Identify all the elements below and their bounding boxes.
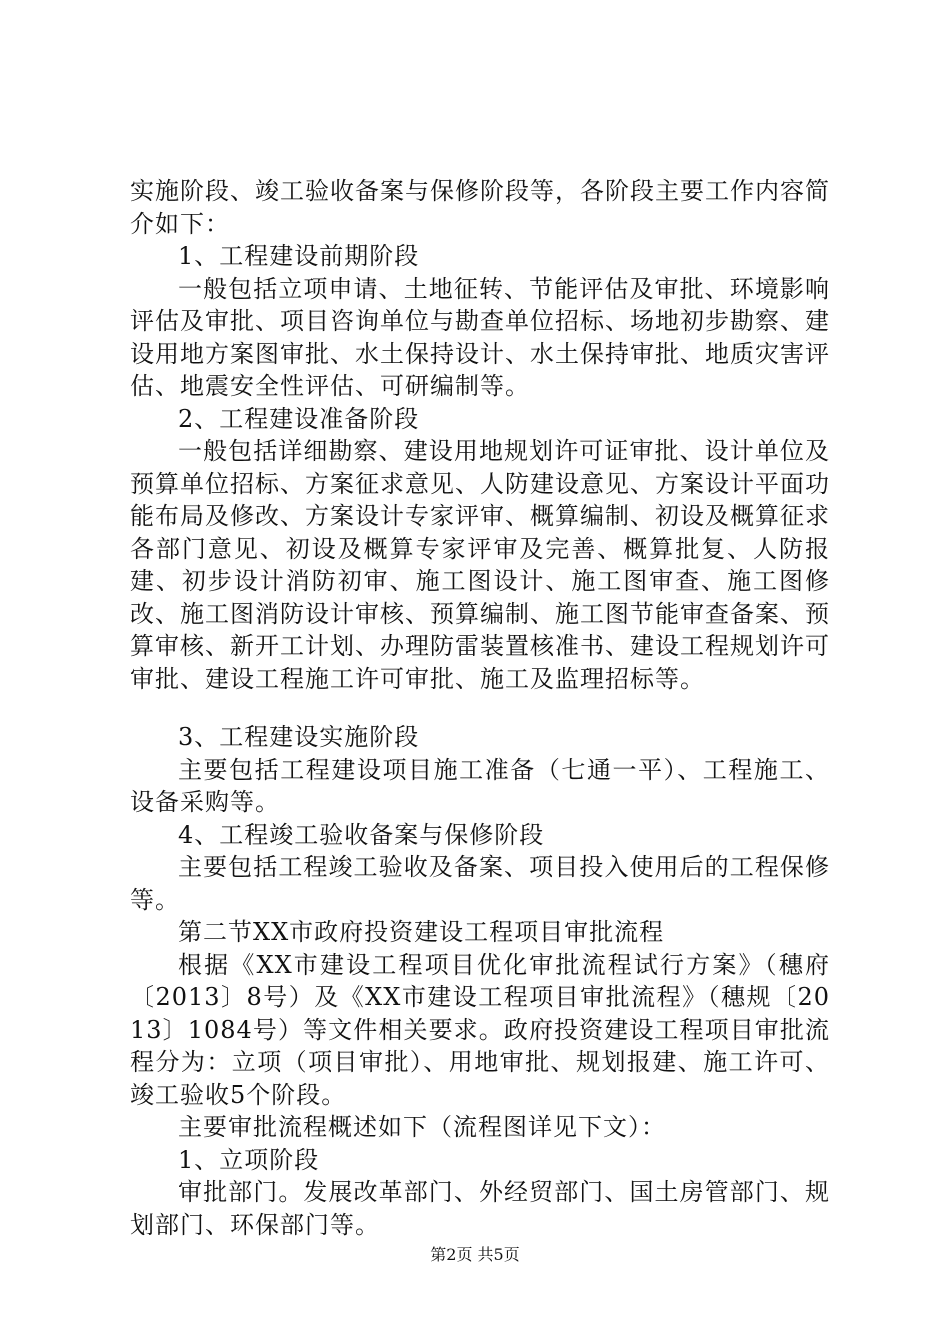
heading-stage-4: 4、工程竣工验收备案与保修阶段 (178, 820, 545, 849)
section-heading: 第二节XX市政府投资建设工程项目审批流程 (178, 918, 665, 946)
document-body (130, 175, 830, 1241)
heading-approval-stage-1: 1、立项阶段 (178, 1145, 320, 1174)
heading-stage-1: 1、工程建设前期阶段 (178, 242, 420, 270)
heading-stage-3: 3、工程建设实施阶段 (178, 723, 420, 751)
paragraph-stage-2: 一般包括详细勘察、建设用地规划许可证审批、设计单位及预算单位招标、方案征求意见、人防建设意见、方案设计平面功能布局及修改、方案设计专家评审、概算编制、初设及概算征求各部门意见、初设及概算专家评审及完善、概算批复、人防报建、初步设计消防初审、施工图设计、施工图审查、施工图修改、施工图消防设计审核、预算编制、施工图节能审查备案、预算审核、新开工计划、办理防雷装置核准书、建设工程规划许可审批、建设工程施工许可审批、施工及监理招标等。 (130, 437, 830, 693)
paragraph-approval-departments: 审批部门。发展改革部门、外经贸部门、国土房管部门、规划部门、环保部门等。 (130, 1178, 830, 1239)
page-footer: 第2页 共5页 (430, 1245, 520, 1264)
paragraph-basis: 根据《XX市建设工程项目优化审批流程试行方案》（穗府〔2013〕8号）及《XX市建设工程项目审批流程》（穗规〔2013〕1084号）等文件相关要求。政府投资建设工程项目审批流程分为：立项（项目审批）、用地审批、规划报建、施工许可、竣工验收5个阶段。 (130, 950, 830, 1109)
heading-stage-2: 2、工程建设准备阶段 (178, 404, 420, 433)
paragraph-intro: 实施阶段、竣工验收备案与保修阶段等，各阶段主要工作内容简介如下： (130, 177, 830, 238)
paragraph-stage-4: 主要包括工程竣工验收及备案、项目投入使用后的工程保修等。 (130, 853, 830, 914)
paragraph-stage-1: 一般包括立项申请、土地征转、节能评估及审批、环境影响评估及审批、项目咨询单位与勘查单位招标、场地初步勘察、建设用地方案图审批、水土保持设计、水土保持审批、地质灾害评估、地震安全性评估、可研编制等。 (130, 274, 830, 400)
paragraph-stage-3: 主要包括工程建设项目施工准备（七通一平）、工程施工、设备采购等。 (130, 755, 830, 816)
paragraph-overview: 主要审批流程概述如下（流程图详见下文）： (178, 1113, 666, 1141)
